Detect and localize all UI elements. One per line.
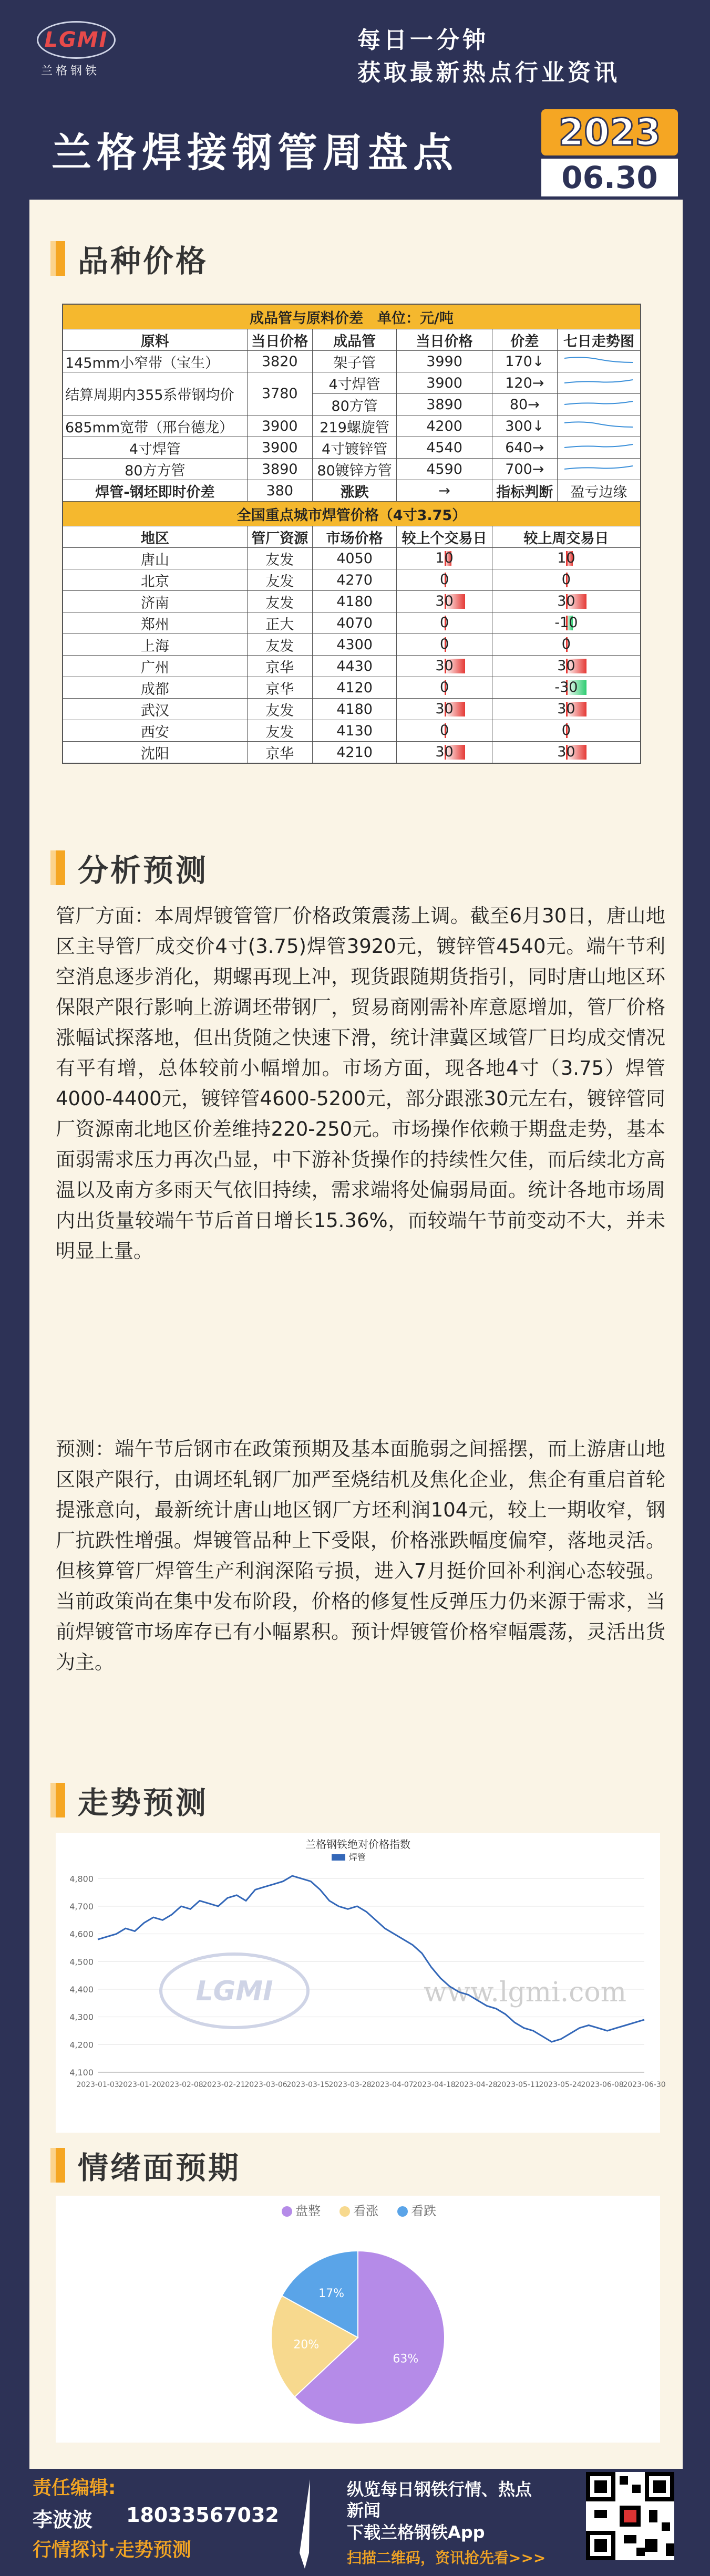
section-title: 走势预测	[78, 1785, 209, 1821]
section-title: 分析预测	[78, 853, 209, 888]
table-row	[63, 720, 641, 742]
section-trend-heading	[56, 1778, 208, 1822]
y-tick-label: 4,500	[69, 1957, 94, 1967]
raw-price-cell: 3890	[247, 459, 312, 480]
region-cell: 广州	[63, 656, 247, 677]
editor-name: 李波波	[33, 2508, 93, 2531]
editor-phone: 18033567032	[126, 2504, 279, 2527]
source-cell: 京华	[247, 656, 312, 677]
table-row	[63, 372, 641, 394]
section-analysis-heading	[56, 846, 208, 890]
editor-label: 责任编辑:	[33, 2477, 116, 2499]
label-cell: 焊管-钢坯即时价差	[63, 480, 247, 502]
sparkline-icon	[562, 352, 635, 368]
table-row	[63, 569, 641, 591]
price-table	[62, 304, 641, 764]
source-cell: 京华	[247, 677, 312, 699]
product-cell: 219螺旋管	[312, 416, 397, 437]
table-row	[63, 699, 641, 720]
legend-label[interactable]: 盘整	[295, 2204, 321, 2218]
value-cell: 盈亏边缘	[557, 480, 641, 502]
y-tick-label: 4,200	[69, 2040, 94, 2050]
column-header: 价差	[492, 329, 557, 351]
sparkline-icon	[562, 373, 635, 389]
sparkline-icon	[562, 417, 635, 432]
product-price-cell: 4540	[397, 437, 492, 459]
raw-price-cell: 3820	[247, 351, 312, 372]
x-tick-label: 2023-06-08	[581, 2081, 624, 2089]
table-row	[63, 742, 641, 764]
section-marker-icon	[56, 241, 65, 276]
analysis-paragraph-1: 管厂方面：本周焊镀管管厂价格政策震荡上调。截至6月30日，唐山地区主导管厂成交价4寸(3.75)焊管3920元，镀锌管4540元。端午节利空消息逐步消化，期螺再现上冲，现货跟随期货指引，同时唐山地区环保限产限行影响上游调坯带钢厂，贸易商刚需补库意愿增加，管厂价格涨幅试探落地，但出货随之快速下滑，统计津冀区域管厂日均成交情况有平有增，总体较前小幅增加。市场方面，现各地4寸（3.75）焊管4000-4400元，镀锌管4600-5200元，部分跟涨30元左右，镀锌管同厂资源南北地区价差维持220-250元。市场操作依赖于期盘走势，基本面弱需求压力再次凸显，中下游补货操作的持续性欠佳，而后续北方高温以及南方多雨天气依旧持续，需求端将处偏弱局面。统计各地市场周内出货量较端午节后首日增长15.36%，而较端午节前变动不大，并未明显上量。	[56, 905, 665, 1262]
product-cell: 架子管	[312, 351, 397, 372]
change-value: 30	[435, 658, 454, 674]
tagline-1: 每日一分钟	[357, 27, 489, 54]
price-cell: 4180	[312, 699, 397, 720]
year: 2023	[558, 111, 661, 154]
change-value: 0	[561, 636, 571, 652]
raw-cell: 80方方管	[63, 459, 247, 480]
change-value: 30	[557, 658, 575, 674]
legend-swatch	[332, 1854, 345, 1861]
change-value: 30	[557, 593, 575, 609]
table-row	[63, 634, 641, 656]
date-badge	[541, 159, 678, 196]
price-cell: 4180	[312, 591, 397, 612]
column-header: 市场价格	[312, 526, 397, 548]
table-caption-row	[63, 502, 641, 526]
title-bar	[29, 103, 683, 195]
app-promo-line-3: 下载兰格钢铁App	[347, 2522, 485, 2542]
legend-swatch[interactable]	[397, 2206, 408, 2217]
sparkline-cell	[557, 416, 641, 437]
change-cell	[397, 569, 492, 591]
table-row	[63, 612, 641, 634]
change-cell	[397, 634, 492, 656]
x-tick-label: 2023-01-20	[118, 2081, 161, 2089]
region-cell: 西安	[63, 720, 247, 742]
product-price-cell: 3990	[397, 351, 492, 372]
price-cell: 4300	[312, 634, 397, 656]
spread-cell: 120→	[492, 372, 557, 394]
column-header: 当日价格	[397, 329, 492, 351]
table-row	[63, 351, 641, 372]
table-row	[63, 459, 641, 480]
region-cell: 沈阳	[63, 742, 247, 764]
slice-label: 17%	[318, 2287, 345, 2300]
table-row	[63, 480, 641, 502]
watermark-logo-text: LGMI	[195, 1976, 273, 2007]
product-cell: 4寸焊管	[312, 372, 397, 394]
y-tick-label: 4,300	[69, 2012, 94, 2022]
slice-label: 63%	[393, 2352, 419, 2366]
change-value: 30	[557, 701, 575, 717]
legend-swatch[interactable]	[339, 2206, 350, 2217]
change-cell	[492, 548, 641, 569]
spread-cell: 640→	[492, 437, 557, 459]
sparkline-cell	[557, 351, 641, 372]
section-title: 品种价格	[78, 243, 209, 279]
change-value: 0	[439, 636, 449, 652]
price-cell: 4070	[312, 612, 397, 634]
legend-label[interactable]: 看涨	[353, 2204, 378, 2218]
y-tick-label: 4,600	[69, 1929, 94, 1939]
source-cell: 友发	[247, 634, 312, 656]
footer-slogan: 行情探讨·走势预测	[33, 2539, 191, 2561]
source-cell: 友发	[247, 591, 312, 612]
x-tick-label: 2023-05-11	[497, 2081, 540, 2089]
app-promo-line-1: 纵览每日钢铁行情、热点	[347, 2479, 532, 2499]
product-price-cell: 3900	[397, 372, 492, 394]
spread-cell: 300↓	[492, 416, 557, 437]
product-cell: 80镀锌方管	[312, 459, 397, 480]
table-row	[63, 416, 641, 437]
spread-cell: 700→	[492, 459, 557, 480]
source-cell: 正大	[247, 612, 312, 634]
x-tick-label: 2023-04-28	[455, 2081, 498, 2089]
price-cell: 4130	[312, 720, 397, 742]
spread-cell: 80→	[492, 394, 557, 416]
value-cell: 380	[247, 480, 312, 502]
y-tick-label: 4,100	[69, 2068, 94, 2078]
sparkline-cell	[557, 459, 641, 480]
change-cell	[492, 656, 641, 677]
price-cell: 4210	[312, 742, 397, 764]
sparkline-icon	[562, 395, 635, 411]
product-cell: 80方管	[312, 394, 397, 416]
app-promo-line-2: 新闻	[347, 2500, 381, 2520]
product-price-cell: 3890	[397, 394, 492, 416]
trend-chart-svg	[56, 1833, 666, 2106]
qr-code-icon	[586, 2472, 674, 2560]
source-cell: 友发	[247, 548, 312, 569]
tagline-2: 获取最新热点行业资讯	[357, 59, 620, 86]
pen-icon	[294, 2479, 315, 2569]
chart-title: 兰格钢铁绝对价格指数	[305, 1838, 410, 1851]
change-cell	[492, 742, 641, 764]
raw-cell: 145mm小窄带（宝生）	[63, 351, 247, 372]
spread-cell: 170↓	[492, 351, 557, 372]
label-cell: 涨跌	[312, 480, 397, 502]
page-title: 兰格焊接钢管周盘点	[52, 129, 458, 176]
raw-cell: 4寸焊管	[63, 437, 247, 459]
x-tick-label: 2023-04-07	[371, 2081, 414, 2089]
source-cell: 友发	[247, 699, 312, 720]
change-cell	[492, 699, 641, 720]
value-cell: →	[397, 480, 492, 502]
change-value: 0	[561, 572, 571, 588]
x-tick-label: 2023-03-28	[328, 2081, 372, 2089]
price-cell: 4050	[312, 548, 397, 569]
logo	[37, 21, 116, 59]
change-cell	[492, 720, 641, 742]
region-cell: 唐山	[63, 548, 247, 569]
sparkline-icon	[562, 460, 635, 475]
change-cell	[492, 677, 641, 699]
table-row	[63, 591, 641, 612]
change-value: 0	[561, 722, 571, 739]
region-cell: 济南	[63, 591, 247, 612]
change-cell	[397, 677, 492, 699]
change-cell	[397, 591, 492, 612]
y-tick-label: 4,800	[69, 1874, 94, 1884]
slice-label: 20%	[293, 2338, 320, 2352]
column-header: 地区	[63, 526, 247, 548]
section-sentiment-heading	[56, 2143, 241, 2187]
change-value: -30	[554, 679, 578, 695]
sparkline-cell	[557, 437, 641, 459]
raw-price-cell: 3900	[247, 437, 312, 459]
scan-prompt: 扫描二维码，资讯抢先看>>>	[347, 2549, 546, 2567]
table-header-row	[63, 329, 641, 351]
legend-label: 焊管	[349, 1852, 366, 1862]
y-tick-label: 4,700	[69, 1902, 94, 1912]
column-header: 成品管	[312, 329, 397, 351]
table-row	[63, 437, 641, 459]
change-value: 0	[439, 722, 449, 739]
legend-swatch[interactable]	[282, 2206, 292, 2217]
price-cell: 4120	[312, 677, 397, 699]
change-value: 0	[439, 679, 449, 695]
region-cell: 武汉	[63, 699, 247, 720]
change-value: 10	[557, 550, 575, 566]
x-tick-label: 2023-03-06	[244, 2081, 287, 2089]
y-tick-label: 4,400	[69, 1985, 94, 1995]
region-cell: 上海	[63, 634, 247, 656]
change-cell	[492, 634, 641, 656]
section-marker-icon	[56, 2148, 65, 2183]
change-value: 30	[435, 593, 454, 609]
table-row	[63, 656, 641, 677]
price-cell: 4270	[312, 569, 397, 591]
change-cell	[492, 612, 641, 634]
table-row	[63, 677, 641, 699]
region-cell: 北京	[63, 569, 247, 591]
change-value: 30	[435, 701, 454, 717]
sparkline-cell	[557, 372, 641, 394]
x-tick-label: 2023-06-30	[623, 2081, 666, 2089]
x-tick-label: 2023-02-08	[160, 2081, 203, 2089]
table-caption: 成品管与原料价差 单位：元/吨	[63, 304, 641, 329]
logo-subtitle: 兰格钢铁	[41, 65, 100, 78]
x-tick-label: 2023-03-15	[286, 2081, 330, 2089]
section-marker-icon	[56, 1783, 65, 1817]
change-value: -10	[554, 615, 578, 631]
trend-chart	[56, 1833, 666, 2133]
column-header: 当日价格	[247, 329, 312, 351]
price-cell: 4430	[312, 656, 397, 677]
source-cell: 友发	[247, 720, 312, 742]
logo-text: LGMI	[44, 28, 108, 52]
table-caption-row	[63, 304, 641, 329]
sparkline-cell	[557, 394, 641, 416]
column-header: 管厂资源	[247, 526, 312, 548]
x-tick-label: 2023-05-24	[539, 2081, 582, 2089]
section-title: 情绪面预期	[78, 2150, 241, 2186]
raw-price-cell: 3900	[247, 416, 312, 437]
change-cell	[397, 699, 492, 720]
change-cell	[492, 569, 641, 591]
table-row	[63, 548, 641, 569]
product-price-cell: 4590	[397, 459, 492, 480]
raw-price-cell: 3780	[247, 372, 312, 416]
x-tick-label: 2023-04-18	[413, 2081, 456, 2089]
section-marker-icon	[56, 850, 65, 885]
change-cell	[397, 548, 492, 569]
region-cell: 成都	[63, 677, 247, 699]
watermark: www.lgmi.com	[424, 1977, 627, 2008]
change-value: 10	[435, 550, 454, 566]
product-cell: 4寸镀锌管	[312, 437, 397, 459]
x-tick-label: 2023-01-03	[76, 2081, 119, 2089]
column-header: 较上个交易日	[397, 526, 492, 548]
sparkline-icon	[562, 438, 635, 454]
sentiment-chart	[56, 2196, 660, 2443]
qr-code[interactable]	[586, 2472, 674, 2560]
source-cell: 友发	[247, 569, 312, 591]
section-price-heading	[56, 236, 208, 281]
product-price-cell: 4200	[397, 416, 492, 437]
column-header: 七日走势图	[557, 329, 641, 351]
content-panel	[29, 200, 683, 2469]
table-header-row	[63, 526, 641, 548]
change-cell	[397, 612, 492, 634]
legend-label[interactable]: 看跌	[411, 2204, 436, 2218]
change-cell	[397, 656, 492, 677]
label-cell: 指标判断	[492, 480, 557, 502]
raw-cell: 结算周期内355系带钢均价	[63, 372, 247, 416]
sentiment-chart-svg	[56, 2196, 660, 2443]
table-caption: 全国重点城市焊管价格（4寸3.75）	[63, 502, 641, 526]
date: 06.30	[561, 160, 658, 195]
header	[0, 0, 710, 95]
region-cell: 郑州	[63, 612, 247, 634]
change-value: 0	[439, 615, 449, 631]
source-cell: 京华	[247, 742, 312, 764]
column-header: 较上周交易日	[492, 526, 641, 548]
year-badge	[541, 109, 678, 155]
x-tick-label: 2023-02-21	[202, 2081, 245, 2089]
column-header: 原料	[63, 329, 247, 351]
change-value: 30	[557, 744, 575, 760]
raw-cell: 685mm宽带（邢台德龙）	[63, 416, 247, 437]
change-cell	[492, 591, 641, 612]
change-value: 30	[435, 744, 454, 760]
analysis-paragraph-2: 预测：端午节后钢市在政策预期及基本面脆弱之间摇摆，而上游唐山地区限产限行，由调坯轧钢厂加严至烧结机及焦化企业，焦企有重启首轮提涨意向，最新统计唐山地区钢厂方坯利润104元，较上一期收窄，钢厂抗跌性增强。焊镀管品种上下受限，价格涨跌幅度偏窄，落地灵活。但核算管厂焊管生产利润深陷亏损，进入7月挺价回补利润心态较强。当前政策尚在集中发布阶段，价格的修复性反弹压力仍来源于需求，当前焊镀管市场库存已有小幅累积。预计焊镀管价格窄幅震荡，灵活出货为主。	[56, 1438, 665, 1674]
footer	[0, 2469, 710, 2576]
change-cell	[397, 720, 492, 742]
change-cell	[397, 742, 492, 764]
change-value: 0	[439, 572, 449, 588]
